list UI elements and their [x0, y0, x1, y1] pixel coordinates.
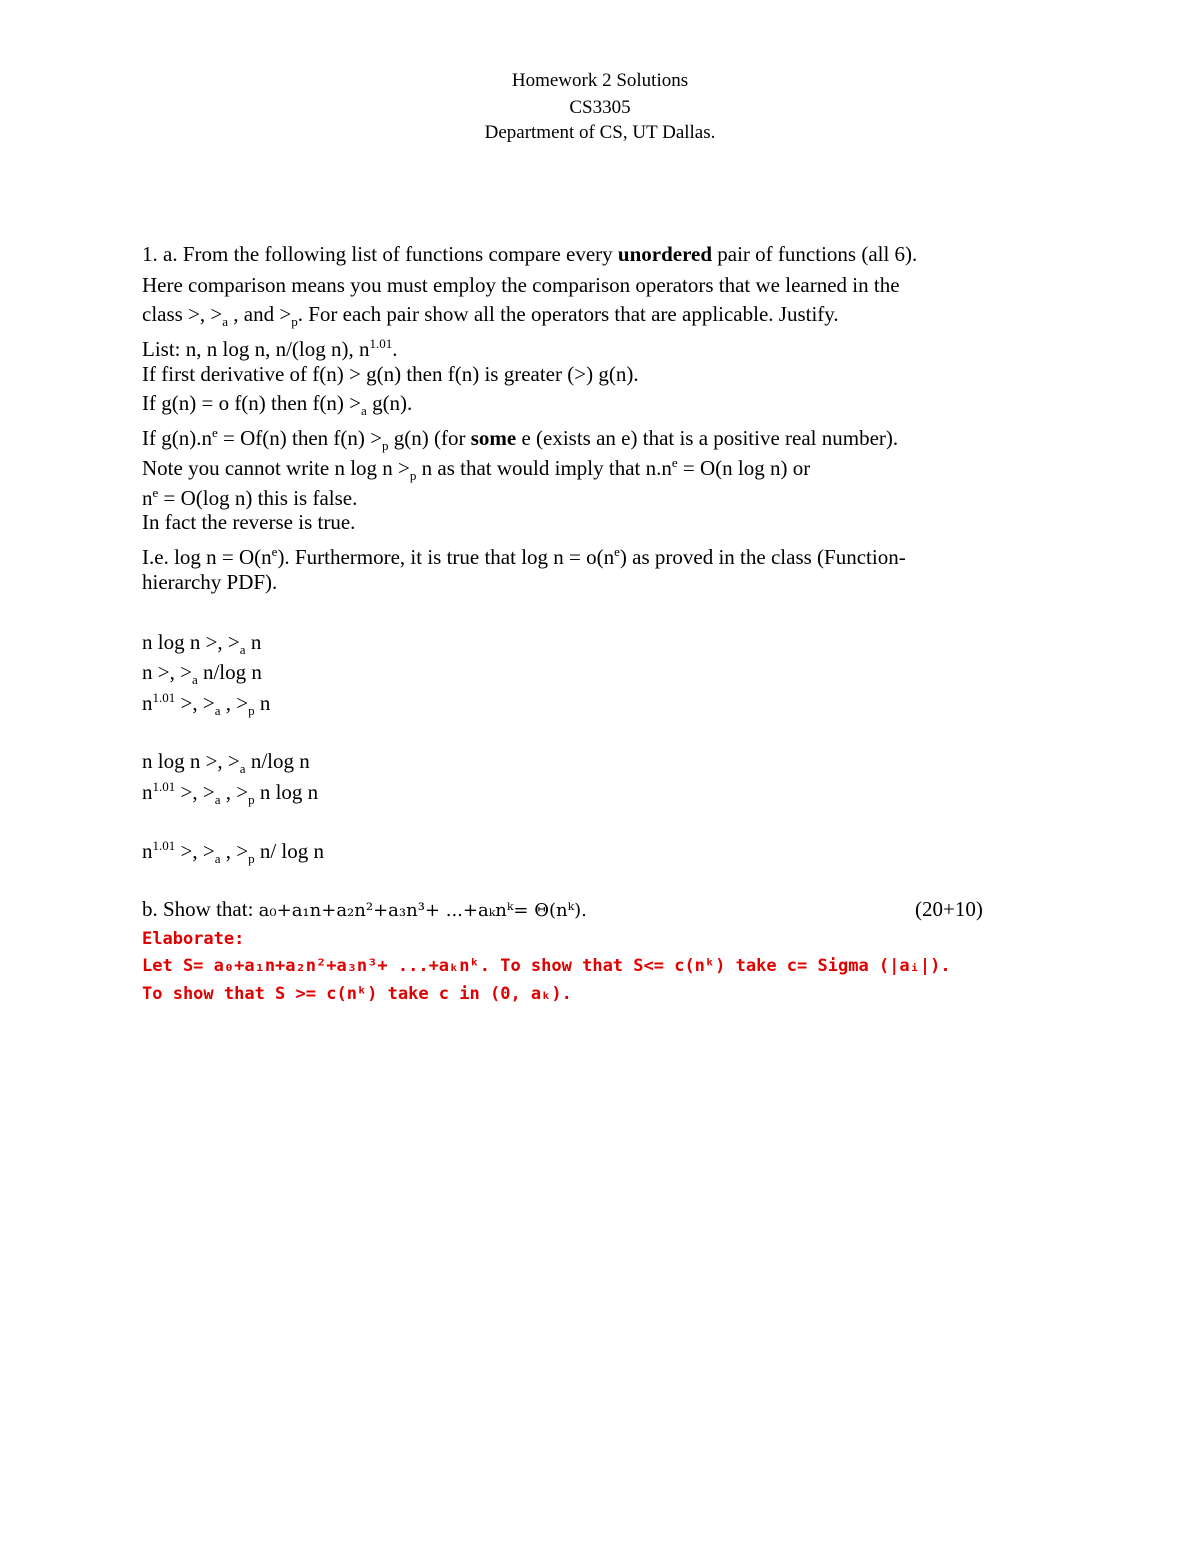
- relation-row: $n^{1.01}$ >, $>_a$ , $>_p$ n: [142, 690, 271, 719]
- q1-line-5: If first derivative of f(n) > g(n) then f(n) is greater (>) g(n).: [142, 362, 639, 386]
- q1-line-1: 1. a. From the following list of functions compare every unordered pair of functions (all 6).: [142, 242, 918, 266]
- q1b-expression: a₀+a₁n+a₂n²+a₃n³+ ...+aₖnᵏ= Θ(nᵏ).: [258, 900, 587, 921]
- doc-title: Homework 2 Solutions: [511, 70, 689, 91]
- relation-row: n >, $>_a$ n/log n: [142, 660, 262, 688]
- q1-line-11: I.e. $\log n = O(n^e)$. Furthermore, it is true that $\log n = o(n^e)$ as proved in the class (Function-: [142, 544, 906, 569]
- q1-line-12: hierarchy PDF).: [142, 570, 278, 594]
- relation-row: n log n >, $>_a$ n/log n: [142, 749, 310, 777]
- q1-line-6: If g(n) = o f(n) then $f(n) >_a$ g(n).: [142, 391, 413, 419]
- relation-row: $n^{1.01}$ >, $>_a$ , $>_p$ n/ log n: [142, 838, 324, 867]
- emphasis-some: some: [470, 426, 517, 450]
- q1b-line: b. Show that: a₀+a₁n+a₂n²+a₃n³+ ...+aₖnᵏ= Θ(nᵏ).: [142, 897, 587, 921]
- department: Department of CS, UT Dallas.: [484, 122, 716, 143]
- q1-line-8: Note you cannot write n $\log n >_p$ n as that would imply that $n.n^e = O(n$ log n) or: [142, 455, 811, 484]
- points: (20+10): [915, 897, 983, 921]
- q1-line-7: If $g(n).n^e = Of(n)$ then $f(n) >_p$ g(n) (for some e (exists an e) that is a positive real number).: [142, 425, 899, 454]
- course-code: CS3305: [569, 97, 631, 118]
- relation-row: $n^{1.01}$ >, $>_a$ , $>_p$ n log n: [142, 779, 319, 808]
- elaborate-line-1: Let S= a₀+a₁n+a₂n²+a₃n³+ ...+aₖnᵏ. To show that S<= c(nᵏ) take c= Sigma (|aᵢ|).: [142, 956, 951, 976]
- elaborate-title: Elaborate:: [142, 929, 245, 949]
- q1-function-list: List: n, n log n, n/(log n), $n^{1.01}$.: [142, 336, 398, 361]
- relation-row: n log n >, $>_a$ n: [142, 630, 262, 658]
- q1-line-9: $n^e = O(\log$ n) this is false.: [142, 485, 358, 510]
- q1-line-2: Here comparison means you must employ the comparison operators that we learned in the: [142, 273, 900, 297]
- q1-line-10: In fact the reverse is true.: [142, 510, 356, 534]
- emphasis-unordered: unordered: [617, 242, 713, 266]
- q1-line-3: class >, $>_a$ , and $>_p$. For each pair show all the operators that are applicable. Justify.: [142, 302, 839, 330]
- elaborate-line-2: To show that S >= c(nᵏ) take c in (0, aₖ).: [142, 984, 572, 1004]
